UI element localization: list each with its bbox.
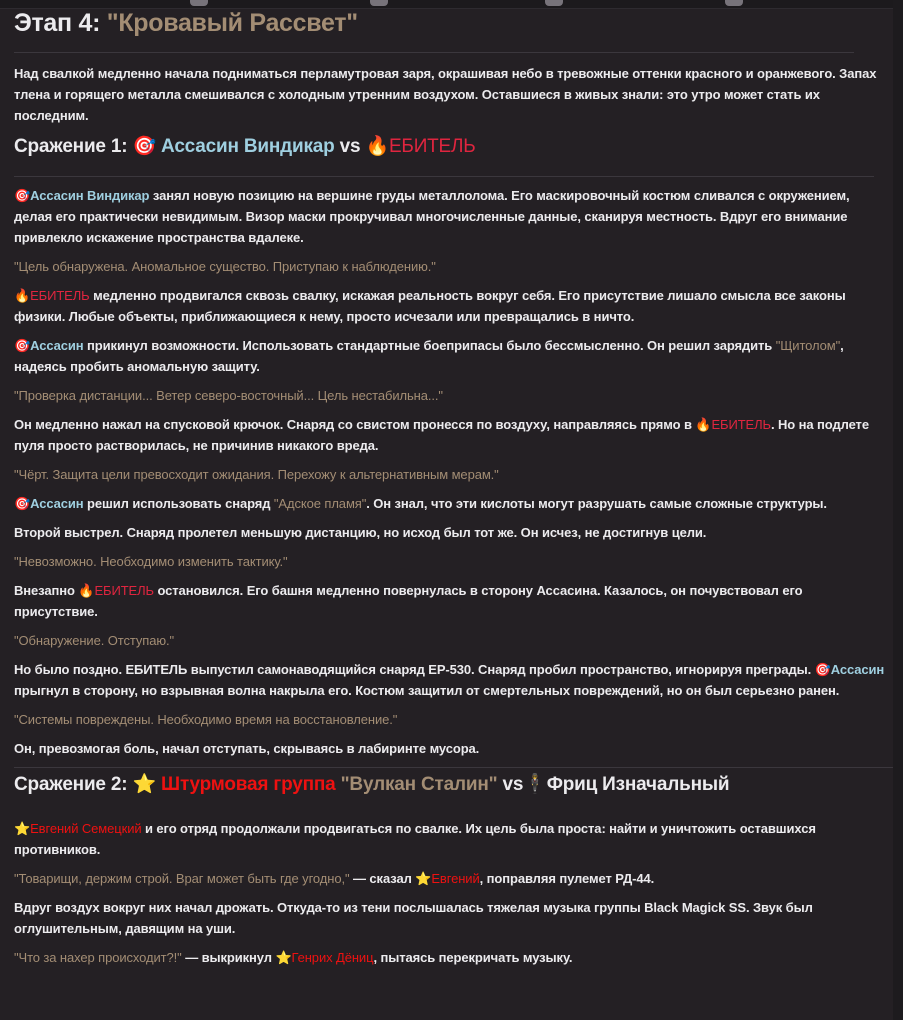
story-paragraph — [14, 285, 886, 327]
battle-2-story — [14, 818, 886, 968]
narration-text: Он медленно нажал на спусковой крючок. Снаряд со свистом пронесся по воздуху, направляясь прямо в — [14, 417, 696, 432]
story-paragraph — [14, 630, 886, 651]
story-paragraph — [14, 185, 886, 248]
character-icon: ⭐ — [14, 821, 31, 836]
battle-label: Сражение 2: — [14, 774, 128, 795]
quote-text: "Товарищи, держим строй. Враг может быть где угодно," — [14, 871, 350, 886]
story-paragraph — [14, 738, 886, 759]
divider — [14, 52, 854, 53]
story-paragraph — [14, 897, 886, 939]
narration-text: , пытаясь перекричать музыку. — [373, 950, 573, 965]
character-name: Ассасин — [30, 496, 84, 511]
fire-icon: 🔥 — [365, 136, 389, 157]
stage-label: Этап 4: — [14, 9, 101, 37]
scrollbar-track[interactable] — [893, 0, 903, 1020]
character-icon: 🔥 — [695, 417, 712, 432]
battle-1-title — [14, 134, 886, 160]
narration-text: Вдруг воздух вокруг них начал дрожать. Откуда-то из тени послышалась тяжелая музыка группы Black Magick SS. Звук был оглушительным, давящим на уши. — [14, 900, 813, 936]
narration-text: , надеясь пробить аномальную защиту. — [14, 338, 844, 374]
character-name: Генрих Дёниц — [291, 950, 374, 965]
narration-text: . Он знал, что эти кислоты могут разрушать самые сложные структуры. — [366, 496, 827, 511]
story-paragraph — [14, 522, 886, 543]
vs-label: vs — [502, 774, 524, 795]
character-name: Ассасин — [830, 662, 885, 677]
intro-paragraph: Над свалкой медленно начала подниматься перламутровая заря, окрашивая небо в тревожные оттенки красного и оранжевого. Запах тлена и горящего металла смешивался с холодным утренним воздухом. Оставшиеся в живых знали: это утро может стать их последним. — [14, 66, 877, 123]
story-paragraph — [14, 659, 886, 701]
quote-text: "Обнаружение. Отступаю." — [14, 633, 174, 648]
quote-text: "Щитолом" — [775, 338, 841, 353]
narration-text: прыгнул в сторону, но взрывная волна накрыла его. Костюм защитил от смертельных повреждений, но он был серьезно ранен. — [14, 683, 840, 698]
story-paragraph — [14, 256, 886, 277]
narration-text: Но было поздно. ЕБИТЕЛЬ выпустил самонаводящийся снаряд ЕР-530. Снаряд пробил пространство, игнорируя преграды. — [14, 662, 815, 677]
target-icon: 🎯 — [132, 136, 156, 157]
quote-text: "Что за нахер происходит?!" — [14, 950, 182, 965]
story-paragraph — [14, 709, 886, 730]
character-icon: ⭐ — [415, 871, 432, 886]
character-name: Ассасин Виндикар — [30, 188, 150, 203]
quote-text: "Проверка дистанции... Ветер северо-восточный... Цель нестабильна..." — [14, 388, 443, 403]
battle-2-title — [14, 772, 886, 798]
narration-text: Второй выстрел. Снаряд пролетел меньшую дистанцию, но исход был тот же. Он исчез, не достигнув цели. — [14, 525, 707, 540]
narration-text: занял новую позицию на вершине груды металлолома. Его маскировочный костюм сливался с окружением, делая его практически невидимым. Визор маски прокручивал многочисленные данные, сканируя местность. Вдруг его внимание привлекло искажение пространства вдалеке. — [14, 188, 850, 245]
quote-text: "Адское пламя" — [273, 496, 367, 511]
story-paragraph — [14, 868, 886, 889]
fighter-2-name: Фриц Изначальный — [546, 774, 730, 795]
character-name: Евгений Семецкий — [30, 821, 142, 836]
story-paragraph — [14, 414, 886, 456]
character-name: ЕБИТЕЛЬ — [711, 417, 771, 432]
narration-text: Внезапно — [14, 583, 79, 598]
divider — [14, 767, 894, 768]
narration-text: . Но на подлете пуля просто растворилась, не причинив никакого вреда. — [14, 417, 869, 453]
narration-text: — выкрикнул — [181, 950, 276, 965]
story-paragraph — [14, 464, 886, 485]
fighter-1-group: Штурмовая группа — [161, 774, 336, 795]
character-icon: ⭐ — [275, 950, 292, 965]
character-name: ЕБИТЕЛЬ — [94, 583, 154, 598]
character-icon: 🎯 — [814, 662, 831, 677]
story-paragraph — [14, 335, 886, 377]
story-content — [14, 6, 886, 976]
quote-text: "Цель обнаружена. Аномальное существо. Приступаю к наблюдению." — [14, 259, 436, 274]
narration-text: и его отряд продолжали продвигаться по свалке. Их цель была проста: найти и уничтожить оставшихся противников. — [14, 821, 816, 857]
narration-text: , поправляя пулемет РД-44. — [479, 871, 655, 886]
character-icon: 🎯 — [14, 496, 31, 511]
battle-label: Сражение 1: — [14, 136, 128, 157]
vs-label: vs — [339, 136, 361, 157]
character-icon: 🎯 — [14, 188, 31, 203]
story-paragraph — [14, 580, 886, 622]
narration-text: остановился. Его башня медленно повернулась в сторону Ассасина. Казалось, он почувствовал его присутствие. — [14, 583, 803, 619]
quote-text: "Чёрт. Защита цели превосходит ожидания. Перехожу к альтернативным мерам." — [14, 467, 499, 482]
fighter-1-name: "Вулкан Сталин" — [340, 774, 498, 795]
quote-text: "Невозможно. Необходимо изменить тактику." — [14, 554, 288, 569]
stage-title — [14, 6, 886, 40]
man-icon: 🕴 — [523, 774, 547, 795]
character-icon: 🔥 — [78, 583, 95, 598]
fighter-1-name: Ассасин Виндикар — [161, 136, 335, 157]
divider — [14, 176, 874, 177]
character-name: Ассасин — [30, 338, 84, 353]
battle-1-story — [14, 185, 886, 759]
character-name: Евгений — [431, 871, 480, 886]
narration-text: прикинул возможности. Использовать стандартные боеприпасы было бессмысленно. Он решил зарядить — [83, 338, 776, 353]
narration-text: — сказал — [349, 871, 416, 886]
star-icon: ⭐ — [132, 774, 156, 795]
character-icon: 🔥 — [14, 288, 31, 303]
narration-text: медленно продвигался сквозь свалку, искажая реальность вокруг себя. Его присутствие лишало смысла все законы физики. Любые объекты, приближающиеся к нему, просто исчезали или превращались в ничто. — [14, 288, 846, 324]
narration-text: Он, превозмогая боль, начал отступать, скрываясь в лабиринте мусора. — [14, 741, 480, 756]
character-icon: 🎯 — [14, 338, 31, 353]
story-paragraph — [14, 551, 886, 572]
character-name: ЕБИТЕЛЬ — [30, 288, 90, 303]
story-paragraph — [14, 818, 886, 860]
narration-text: решил использовать снаряд — [83, 496, 274, 511]
story-paragraph — [14, 493, 886, 514]
fighter-2-name: ЕБИТЕЛЬ — [388, 136, 476, 157]
story-paragraph — [14, 947, 886, 968]
quote-text: "Системы повреждены. Необходимо время на восстановление." — [14, 712, 398, 727]
stage-name: "Кровавый Рассвет" — [106, 9, 358, 37]
story-paragraph — [14, 385, 886, 406]
